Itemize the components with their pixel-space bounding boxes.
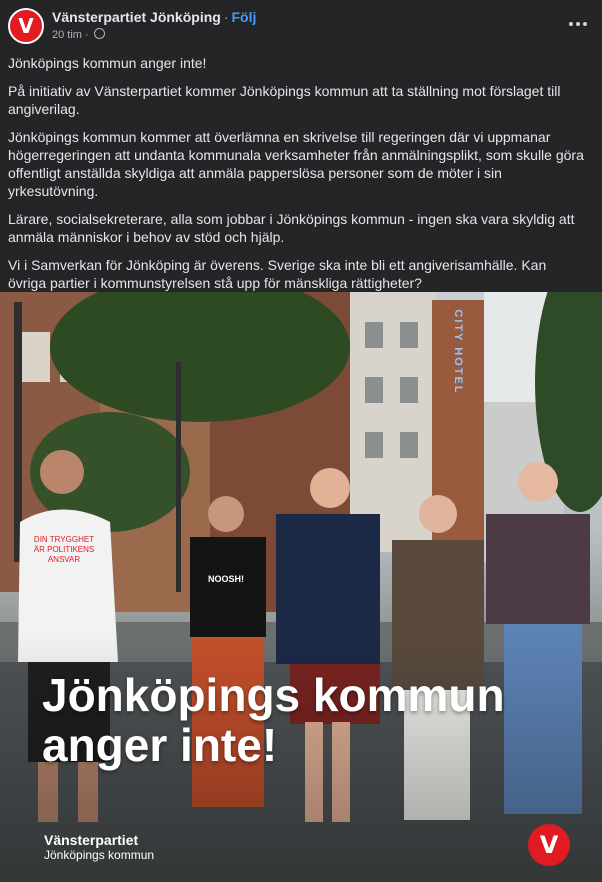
- dot: [576, 22, 580, 26]
- author-line: [52, 9, 256, 25]
- separator: ·: [223, 9, 229, 25]
- author-name[interactable]: Vänsterpartiet Jönköping: [52, 9, 221, 25]
- dot: [583, 22, 587, 26]
- post-paragraph: Jönköpings kommun kommer att överlämna en skrivelse till regeringen där vi uppmanar högerregeringen att undanta kommunala verksamheter från anmälningsplikt, som skulle göra offentligt anställda skyldiga att anmäla papperslösa personer som de möter i sin yrkesutövning.: [8, 129, 584, 199]
- post-paragraph: Jönköpings kommun anger inte!: [8, 55, 207, 71]
- post-image[interactable]: [0, 292, 602, 882]
- image-brand: [44, 832, 154, 863]
- headline-line: Jönköpings kommun: [42, 669, 505, 721]
- image-headline: [42, 670, 602, 770]
- tshirt-text: ÄR POLITIKENS: [33, 545, 95, 554]
- brand-subtitle: Jönköpings kommun: [44, 848, 155, 862]
- hotel-sign: CITY HOTEL: [452, 309, 464, 395]
- post-text: [8, 54, 588, 330]
- post-paragraph: Lärare, socialsekreterare, alla som jobbar i Jönköpings kommun - ingen ska vara skyldig att anmäla människor i behov av stöd och hjälp.: [8, 211, 575, 245]
- post-paragraph: På initiativ av Vänsterpartiet kommer Jönköpings kommun att ta ställning mot förslaget till angiverilag.: [8, 83, 561, 117]
- follow-button[interactable]: Följ: [231, 9, 257, 25]
- party-logo: [528, 824, 570, 866]
- page-avatar[interactable]: [8, 8, 44, 44]
- more-options-button[interactable]: [566, 12, 590, 36]
- post-paragraph: Vi i Samverkan för Jönköping är överens. Sverige ska inte bli ett angiverisamhälle. Kan övriga partier i kommunstyrelsen stå upp för mänskliga rättigheter?: [8, 257, 547, 291]
- tshirt-text: NOOSH!: [208, 574, 244, 584]
- photo-scene: [0, 292, 602, 882]
- brand-name: Vänsterpartiet: [44, 832, 139, 848]
- timestamp-line: [52, 28, 105, 41]
- tshirt-text: ANSVAR: [47, 555, 81, 564]
- logo-letter: V: [539, 831, 559, 859]
- tshirt-text: DIN TRYGGHET: [33, 535, 95, 544]
- more-horizontal-icon: [569, 22, 573, 26]
- post-header: [0, 0, 602, 48]
- headline-line: anger inte!: [42, 719, 278, 771]
- timestamp[interactable]: 20 tim: [52, 29, 82, 41]
- globe-icon: [94, 28, 105, 39]
- avatar-letter: V: [18, 14, 34, 38]
- time-separator: ·: [85, 29, 89, 41]
